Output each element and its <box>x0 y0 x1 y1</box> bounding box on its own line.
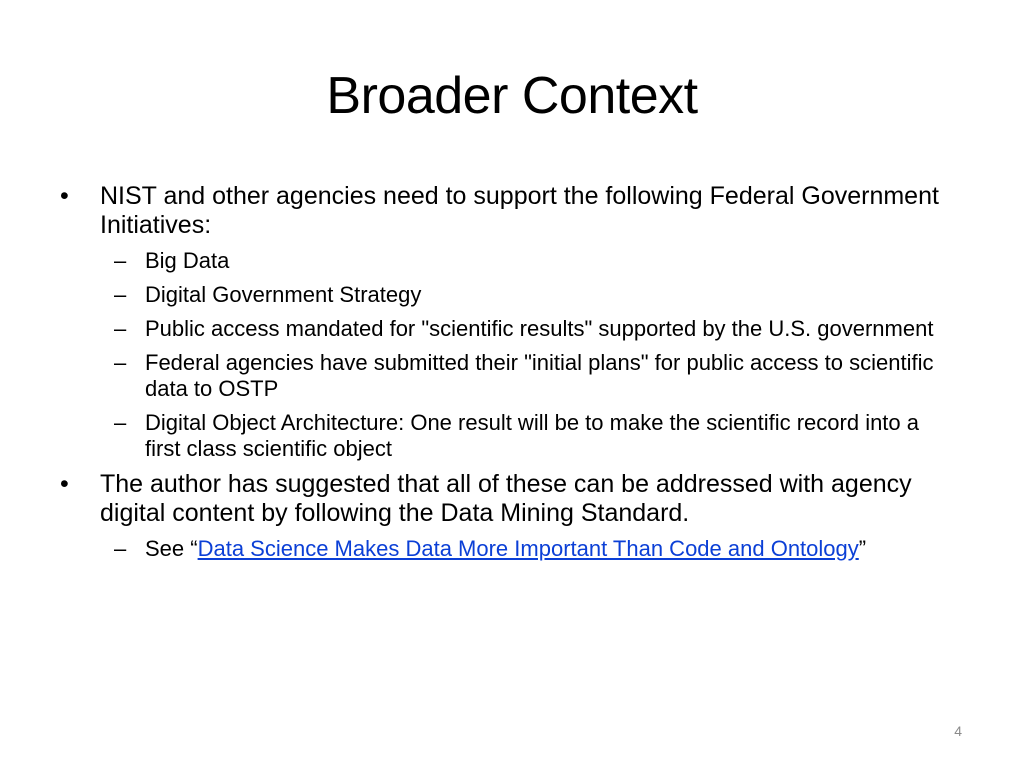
bullet-item <box>58 182 958 240</box>
dash-icon: – <box>114 536 127 561</box>
see-prefix: See “ <box>145 536 198 561</box>
sub-bullet-item <box>58 536 958 562</box>
dash-icon: – <box>114 282 127 307</box>
sub-bullet-text: Federal agencies have submitted their "initial plans" for public access to scientific data to OSTP <box>145 350 934 401</box>
bullet-item <box>58 470 958 528</box>
sub-bullet-item <box>58 410 958 462</box>
bullet-icon: • <box>60 470 69 498</box>
sub-bullet-text: Big Data <box>145 248 230 273</box>
sub-bullet-item <box>58 350 958 402</box>
page-number: 4 <box>954 723 962 739</box>
slide-body <box>58 182 958 570</box>
dash-icon: – <box>114 316 127 341</box>
bullet-text: NIST and other agencies need to support the following Federal Government Initiatives: <box>100 182 939 239</box>
sub-bullet-text: Digital Government Strategy <box>145 282 422 307</box>
sub-bullet-item <box>58 248 958 274</box>
dash-icon: – <box>114 410 127 435</box>
dash-icon: – <box>114 248 127 273</box>
bullet-text: The author has suggested that all of these can be addressed with agency digital content by following the Data Mining Standard. <box>100 470 912 527</box>
sub-bullet-item <box>58 282 958 308</box>
bullet-icon: • <box>60 182 69 210</box>
sub-bullet-text: Digital Object Architecture: One result will be to make the scientific record into a first class scientific object <box>145 410 920 461</box>
see-suffix: ” <box>858 536 867 561</box>
sub-bullet-text: Public access mandated for "scientific results" supported by the U.S. government <box>145 316 934 341</box>
sub-bullet-item <box>58 316 958 342</box>
reference-link[interactable]: Data Science Makes Data More Important Than Code and Ontology <box>197 536 859 561</box>
slide-title: Broader Context <box>326 67 698 125</box>
dash-icon: – <box>114 350 127 375</box>
